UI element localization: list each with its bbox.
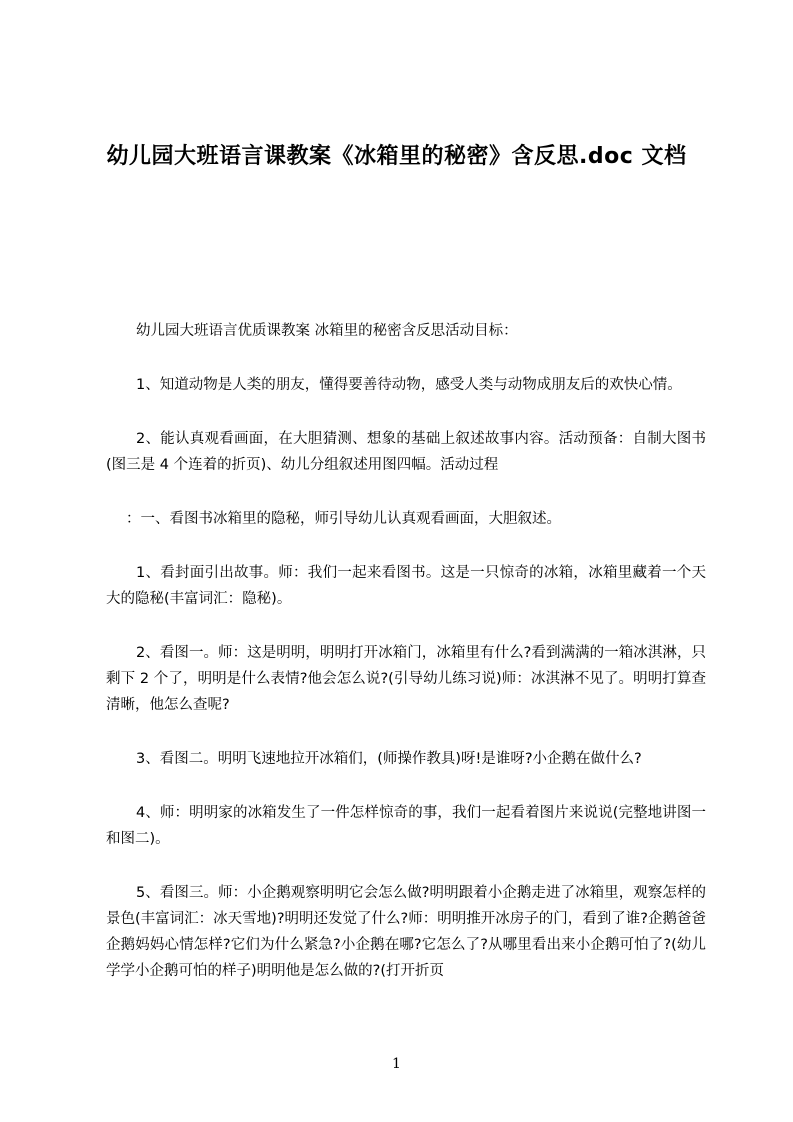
page-number: 1	[392, 1056, 401, 1072]
goal-1-paragraph: 1、知道动物是人类的朋友，懂得要善待动物，感受人类与动物成朋友后的欢快心情。	[136, 377, 682, 393]
process-step-1-paragraph: ：一、看图书冰箱里的隐秘，师引导幼儿认真观看画面，大胆叙述。	[126, 511, 561, 527]
step-1-paragraph: 1、看封面引出故事。师：我们一起来看图书。这是一只惊奇的冰箱，冰箱里藏着一个天大的隐秘(丰富词汇：隐秘)。	[106, 565, 706, 607]
step-2-paragraph: 2、看图一。师：这是明明，明明打开冰箱门，冰箱里有什么?看到满满的一箱冰淇淋，只剩下 2 个了，明明是什么表情?他会怎么说?(引导幼儿练习说)师：冰淇淋不见了。明明打算查清晰，他怎么查呢?	[106, 645, 706, 713]
goal-2-paragraph: 2、能认真观看画面，在大胆猜测、想象的基础上叙述故事内容。活动预备：自制大图书(图三是 4 个连着的折页)、幼儿分组叙述用图四幅。活动过程	[106, 431, 706, 473]
document-title: 幼儿园大班语言课教案《冰箱里的秘密》含反思.doc 文档	[106, 144, 687, 169]
step-5-paragraph: 5、看图三。师：小企鹅观察明明它会怎么做?明明跟着小企鹅走进了冰箱里，观察怎样的景色(丰富词汇：冰天雪地)?明明还发觉了什么?师：明明推开冰房子的门，看到了谁?企鹅爸爸企鹅妈妈心情怎样?它们为什么紧急?小企鹅在哪?它怎么了?从哪里看出来小企鹅可怕了?(幼儿学学小企鹅可怕的样子)明明他是怎么做的?(打开折页	[106, 885, 706, 979]
document-body	[106, 318, 706, 1012]
step-4-paragraph: 4、师：明明家的冰箱发生了一件怎样惊奇的事，我们一起看着图片来说说(完整地讲图一和图二)。	[106, 805, 706, 847]
intro-paragraph: 幼儿园大班语言优质课教案 冰箱里的秘密含反思活动目标：	[136, 323, 518, 339]
step-3-paragraph: 3、看图二。明明飞速地拉开冰箱们，(师操作教具)呀!是谁呀?小企鹅在做什么?	[136, 751, 642, 767]
